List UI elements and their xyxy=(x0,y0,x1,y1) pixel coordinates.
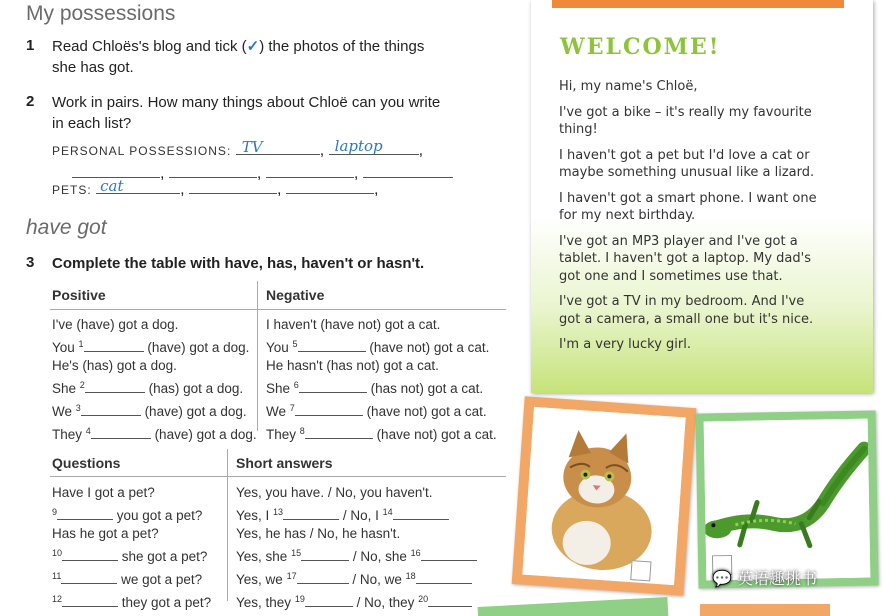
gap-field[interactable] xyxy=(283,508,339,520)
wechat-icon: 💬 xyxy=(712,569,732,588)
pets-label: PETS: xyxy=(52,183,92,197)
gap-field[interactable] xyxy=(305,427,373,439)
blog-paragraph: I haven't got a pet but I'd love a cat or maybe something unusual like a lizard. xyxy=(559,147,815,180)
answer-row: Yes, I $^{13}$ / No, I $^{14}$ xyxy=(236,503,477,526)
gap-field[interactable] xyxy=(299,381,367,393)
question-1-text xyxy=(52,36,424,78)
negative-row: She $^6$ (has not) got a cat. xyxy=(266,380,484,397)
blog-card-top-bar xyxy=(552,0,844,8)
negative-row: He hasn't (has not) got a cat. xyxy=(266,358,439,374)
table1-column-divider xyxy=(257,281,258,431)
subtitle-have-got: have got xyxy=(26,216,107,239)
answer-field[interactable] xyxy=(266,164,354,178)
tick-icon: ✓ xyxy=(246,38,260,55)
question-3-text: Complete the table with have, has, haven't or hasn't. xyxy=(52,255,425,272)
answers-column xyxy=(236,484,477,612)
question-row: Has he got a pet? xyxy=(52,526,159,542)
negative-row: We $^7$ (have not) got a cat. xyxy=(266,402,487,419)
table2-divider xyxy=(50,476,506,477)
gap-field[interactable] xyxy=(428,595,472,607)
gap-field[interactable] xyxy=(62,549,118,561)
answer-field[interactable] xyxy=(363,164,453,178)
gap-field[interactable] xyxy=(295,404,363,416)
negative-column xyxy=(266,316,497,444)
blog-paragraph: I've got an MP3 player and I've got a tablet. I haven't got a laptop. My dad's got one and I sometimes use that. xyxy=(559,233,811,284)
answer-field-cat[interactable]: cat xyxy=(96,180,180,194)
blog-paragraph: I've got a bike – it's really my favourite thing! xyxy=(559,104,812,137)
answer-field[interactable] xyxy=(72,164,160,178)
positive-row: They $^4$ (have) got a dog. xyxy=(52,425,257,442)
question-row: $^{12}$ they got a pet? xyxy=(52,593,212,610)
gap-field[interactable] xyxy=(393,508,449,520)
positive-row: You $^1$ (have) got a dog. xyxy=(52,338,250,355)
question-1-number: 1 xyxy=(26,37,35,54)
personal-possessions-blanks: , , , xyxy=(72,164,472,183)
gap-field[interactable] xyxy=(416,572,472,584)
cat-photo-card xyxy=(512,396,697,596)
blog-title: WELCOME! xyxy=(560,34,721,60)
q2-text-b: in each list? xyxy=(52,115,132,132)
blog-paragraph: I'm a very lucky girl. xyxy=(559,337,692,352)
answer-field[interactable] xyxy=(286,180,374,194)
header-questions: Questions xyxy=(52,455,121,471)
question-3-number: 3 xyxy=(26,254,35,271)
answer-field-laptop[interactable]: laptop xyxy=(329,141,419,155)
questions-column xyxy=(52,484,211,612)
gap-field[interactable] xyxy=(85,381,145,393)
question-row: $^{10}$ she got a pet? xyxy=(52,548,208,565)
gap-field[interactable] xyxy=(62,595,118,607)
negative-row: They $^8$ (have not) got a cat. xyxy=(266,425,497,442)
answer-row: Yes, we $^{17}$ / No, we $^{18}$ xyxy=(236,567,477,590)
gap-field[interactable] xyxy=(298,340,366,352)
header-short-answers: Short answers xyxy=(236,455,333,471)
next-photo-card-edge xyxy=(478,597,669,616)
gap-field[interactable] xyxy=(61,572,117,584)
gap-field[interactable] xyxy=(91,427,151,439)
gap-field[interactable] xyxy=(421,549,477,561)
question-row: Have I got a pet? xyxy=(52,485,155,500)
blog-paragraph: I haven't got a smart phone. I want one for my next birthday. xyxy=(559,190,817,223)
personal-possessions-label: PERSONAL POSSESSIONS: xyxy=(52,144,232,158)
gap-field[interactable] xyxy=(301,549,349,561)
blog-body xyxy=(559,78,819,362)
q2-text-a: Work in pairs. How many things about Chloë can you write xyxy=(52,94,441,111)
cat-checkbox[interactable] xyxy=(630,560,651,581)
question-2-text xyxy=(52,92,440,134)
answer-field-tv[interactable]: TV xyxy=(236,141,320,155)
answer-field[interactable] xyxy=(169,164,257,178)
next-photo-card-edge xyxy=(700,604,830,616)
question-row: $^9$ you got a pet? xyxy=(52,506,203,523)
blog-paragraph: I've got a TV in my bedroom. And I've got a camera, a small one but it's nice. xyxy=(559,294,814,327)
gap-field[interactable] xyxy=(57,508,113,520)
answer-field[interactable] xyxy=(189,180,277,194)
positive-row: She $^2$ (has) got a dog. xyxy=(52,380,244,397)
question-row: $^{11}$ we got a pet? xyxy=(52,570,203,587)
gap-field[interactable] xyxy=(81,404,141,416)
positive-row: We $^3$ (have) got a dog. xyxy=(52,402,247,419)
answer-row: Yes, you have. / No, you haven't. xyxy=(236,485,433,500)
gap-field[interactable] xyxy=(84,340,144,352)
table2-column-divider xyxy=(227,449,228,601)
q1-text-c: she has got. xyxy=(52,59,134,76)
table1-divider xyxy=(50,309,506,310)
q1-text-b: ) the photos of the things xyxy=(259,38,425,55)
answer-row: Yes, they $^{19}$ / No, they $^{20}$ xyxy=(236,590,477,613)
negative-row: I haven't (have not) got a cat. xyxy=(266,317,441,332)
negative-row: You $^5$ (have not) got a cat. xyxy=(266,338,490,355)
q1-text-a: Read Chloës's blog and tick ( xyxy=(52,38,247,55)
header-negative: Negative xyxy=(266,287,325,303)
personal-possessions-list: PERSONAL POSSESSIONS: TV , laptop , xyxy=(52,137,424,159)
cat-photo-frame xyxy=(522,407,685,585)
answer-row: Yes, she $^{15}$ / No, she $^{16}$ xyxy=(236,544,477,567)
question-2-number: 2 xyxy=(26,93,35,110)
pets-list: PETS: cat , , , xyxy=(52,177,379,198)
section-title: My possessions xyxy=(26,2,176,25)
positive-column xyxy=(52,316,257,444)
answer-row: Yes, he has / No, he hasn't. xyxy=(236,526,401,542)
positive-row: He's (has) got a dog. xyxy=(52,358,177,374)
positive-row: I've (have) got a dog. xyxy=(52,317,179,332)
watermark: 💬 英语趣挑书 xyxy=(712,569,818,588)
lizard-photo-card xyxy=(695,410,878,588)
gap-field[interactable] xyxy=(297,572,349,584)
blog-paragraph: Hi, my name's Chloë, xyxy=(559,79,698,94)
cat-photo xyxy=(522,407,685,585)
header-positive: Positive xyxy=(52,287,106,303)
gap-field[interactable] xyxy=(305,595,353,607)
